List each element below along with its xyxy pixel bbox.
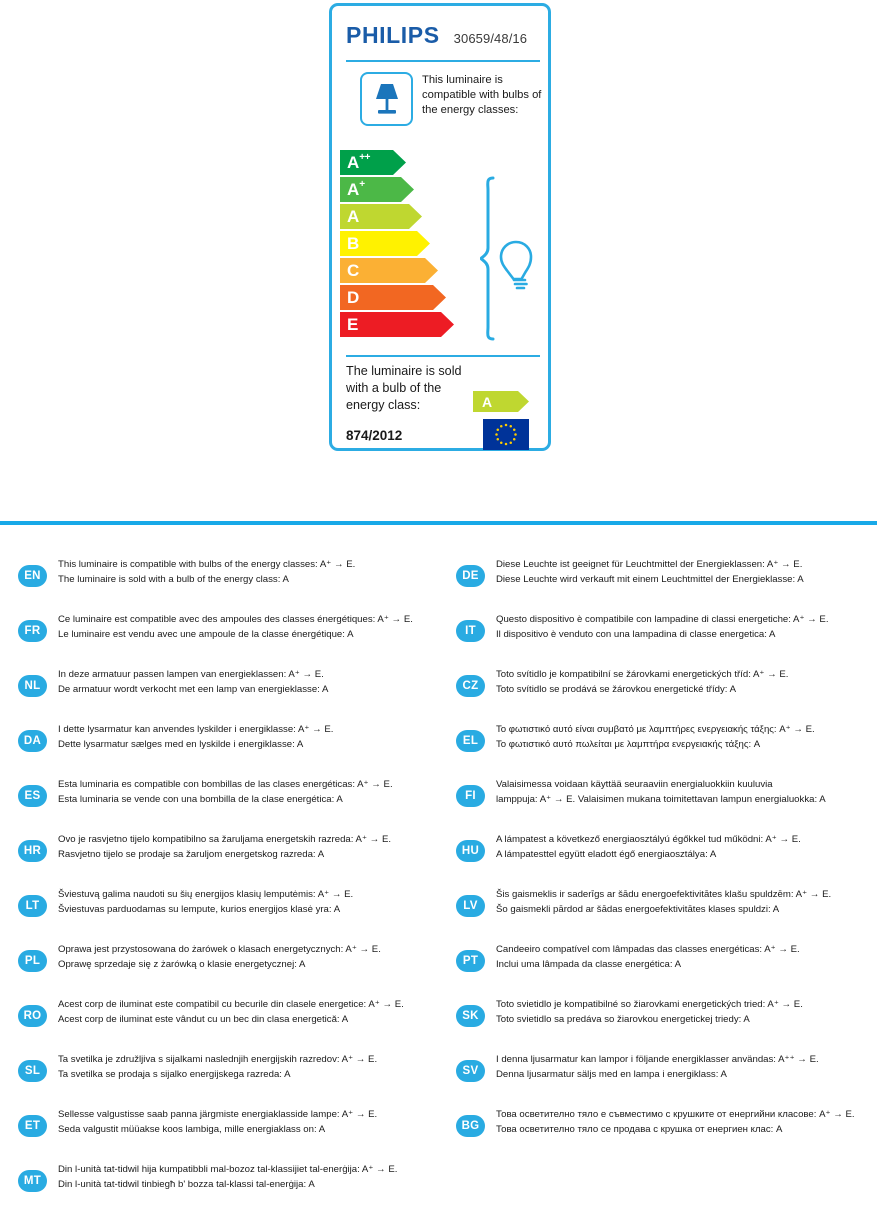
energy-class-label: A + bbox=[347, 179, 365, 199]
language-line-compatible: Šviestuvą galima naudoti su šių energijos klasių lemputėmis: A⁺ → E. bbox=[58, 889, 354, 900]
language-line-compatible: Sellesse valgustisse saab panna järgmiste energiaklasside lampe: A⁺ → E. bbox=[58, 1109, 378, 1120]
language-row bbox=[456, 996, 876, 1051]
energy-class-label: A bbox=[347, 206, 360, 226]
language-line-sold: Acest corp de iluminat este vândut cu un bec din clasa energetică: A bbox=[58, 1013, 349, 1025]
language-text bbox=[58, 1163, 436, 1192]
language-line-sold: The luminaire is sold with a bulb of the energy class: A bbox=[58, 573, 289, 585]
language-code-badge: IT bbox=[456, 620, 485, 642]
sold-class-letter: A bbox=[482, 393, 493, 410]
language-code-badge: PT bbox=[456, 950, 485, 972]
language-line-compatible: Toto svietidlo je kompatibilné so žiarovkami energetických tried: A⁺ → E. bbox=[496, 999, 803, 1010]
energy-class-row bbox=[340, 312, 460, 338]
language-line-compatible: This luminaire is compatible with bulbs of the energy classes: A⁺ → E. bbox=[58, 559, 356, 570]
language-text bbox=[58, 888, 436, 917]
language-row bbox=[456, 611, 876, 666]
language-row bbox=[456, 886, 876, 941]
language-line-compatible: I denna ljusarmatur kan lampor i följande energiklasser användas: A⁺⁺ → E. bbox=[496, 1054, 819, 1065]
language-code-badge: SV bbox=[456, 1060, 485, 1082]
language-row bbox=[18, 556, 438, 611]
language-line-sold: Toto svítidlo se prodává se žárovkou energetické třídy: A bbox=[496, 683, 736, 695]
language-text bbox=[496, 943, 874, 972]
language-line-compatible: I dette lysarmatur kan anvendes lyskilder i energiklasse: A⁺ → E. bbox=[58, 724, 334, 735]
language-line-compatible: Din l-unità tat-tidwil hija kumpatibbli mal-bozoz tal-klassijiet tal-enerġija: A⁺ → E. bbox=[58, 1164, 398, 1175]
language-column-left bbox=[18, 556, 438, 1216]
language-row bbox=[18, 721, 438, 776]
language-code-badge: FR bbox=[18, 620, 47, 642]
energy-class-row bbox=[340, 177, 460, 203]
language-line-compatible: Questo dispositivo è compatibile con lampadine di classi energetiche: A⁺ → E. bbox=[496, 614, 829, 625]
language-line-compatible: A lámpatest a következő energiaosztályú égőkkel tud működni: A⁺ → E. bbox=[496, 834, 801, 845]
language-row bbox=[456, 1106, 876, 1161]
language-line-sold: Rasvjetno tijelo se prodaje sa žaruljom energetskog razreda: A bbox=[58, 848, 325, 860]
language-code-badge: HR bbox=[18, 840, 47, 862]
language-line-compatible: Това осветително тяло е съвместимо с крушките от енергийни класове: A⁺ → E. bbox=[496, 1109, 855, 1120]
energy-class-label: B bbox=[347, 233, 360, 253]
language-row bbox=[456, 666, 876, 721]
language-text bbox=[496, 888, 874, 917]
energy-class-row bbox=[340, 258, 460, 284]
energy-class-scale bbox=[340, 150, 460, 339]
language-code-badge: ET bbox=[18, 1115, 47, 1137]
energy-label-card bbox=[329, 3, 551, 451]
language-line-sold: Ta svetilka se prodaja s sijalko energijskega razreda: A bbox=[58, 1068, 291, 1080]
language-text bbox=[58, 723, 436, 752]
table-lamp-icon bbox=[370, 81, 404, 117]
language-line-sold: De armatuur wordt verkocht met een lamp van energieklasse: A bbox=[58, 683, 329, 695]
language-row bbox=[18, 1051, 438, 1106]
language-line-compatible: Esta luminaria es compatible con bombillas de las clases energéticas: A⁺ → E. bbox=[58, 779, 393, 790]
language-line-sold: Това осветително тяло се продава с крушка от енергиен клас: A bbox=[496, 1123, 783, 1135]
language-line-sold: Šo gaismekli pārdod ar šādas energoefektivitātes klases spuldzi: A bbox=[496, 903, 780, 915]
language-line-sold: Inclui uma lâmpada da classe energética: A bbox=[496, 958, 682, 970]
language-text bbox=[496, 558, 874, 587]
language-code-badge: ES bbox=[18, 785, 47, 807]
language-line-sold: Esta luminaria se vende con una bombilla de la clase energética: A bbox=[58, 793, 343, 805]
compatible-classes-text: This luminaire is compatible with bulbs of the energy classes: bbox=[422, 74, 542, 116]
language-line-compatible: Ovo je rasvjetno tijelo kompatibilno sa žaruljama energetskih razreda: A⁺ → E. bbox=[58, 834, 392, 845]
language-code-badge: EL bbox=[456, 730, 485, 752]
energy-class-label: C bbox=[347, 260, 360, 280]
language-text bbox=[58, 833, 436, 862]
language-line-compatible: Candeeiro compatível com lâmpadas das classes energéticas: A⁺ → E. bbox=[496, 944, 800, 955]
language-line-compatible: In deze armatuur passen lampen van energieklassen: A⁺ → E. bbox=[58, 669, 324, 680]
language-line-sold: Denna ljusarmatur säljs med en lampa i energiklass: A bbox=[496, 1068, 727, 1080]
language-line-sold: Seda valgustit müüakse koos lambiga, mille energiaklass on: A bbox=[58, 1123, 326, 1135]
language-line-sold: Toto svietidlo sa predáva so žiarovkou energetickej triedy: A bbox=[496, 1013, 750, 1025]
brace-bulb-svg bbox=[480, 176, 542, 341]
language-text bbox=[58, 668, 436, 697]
language-row bbox=[18, 1161, 438, 1216]
language-line-compatible: Šis gaismeklis ir saderīgs ar šādu energoefektivitātes klašu spuldzēm: A⁺ → E. bbox=[496, 889, 832, 900]
language-code-badge: LT bbox=[18, 895, 47, 917]
language-line-sold: Το φωτιστικό αυτό πωλείται με λαμπτήρα ενεργειακής τάξης: A bbox=[496, 738, 761, 750]
energy-class-row bbox=[340, 150, 460, 176]
brand-row bbox=[346, 22, 540, 52]
energy-class-label: E bbox=[347, 314, 359, 334]
language-code-badge: PL bbox=[18, 950, 47, 972]
divider-middle bbox=[346, 355, 540, 357]
language-row bbox=[18, 831, 438, 886]
light-bulb-icon bbox=[501, 242, 531, 288]
energy-class-row bbox=[340, 285, 460, 311]
language-text bbox=[58, 613, 436, 642]
sold-class-badge bbox=[473, 391, 529, 412]
language-text bbox=[496, 613, 874, 642]
language-line-compatible: Oprawa jest przystosowana do żarówek o klasach energetycznych: A⁺ → E. bbox=[58, 944, 381, 955]
language-code-badge: SK bbox=[456, 1005, 485, 1027]
brace-and-bulb-graphic bbox=[480, 176, 542, 341]
language-row bbox=[18, 996, 438, 1051]
language-row bbox=[18, 941, 438, 996]
language-line-sold: Oprawę sprzedaje się z żarówką o klasie energetycznej: A bbox=[58, 958, 306, 970]
language-row bbox=[456, 941, 876, 996]
language-row bbox=[18, 1106, 438, 1161]
language-line-sold: Din l-unità tat-tidwil tinbiegħ b' bozza tal-klassi tal-enerġija: A bbox=[58, 1178, 315, 1190]
language-line-compatible: Toto svítidlo je kompatibilní se žárovkami energetických tříd: A⁺ → E. bbox=[496, 669, 789, 680]
product-code: 30659/48/16 bbox=[453, 31, 528, 46]
language-translations bbox=[0, 556, 877, 1196]
language-code-badge: RO bbox=[18, 1005, 47, 1027]
language-text bbox=[496, 778, 874, 807]
language-line-compatible: Ce luminaire est compatible avec des ampoules des classes énergétiques: A⁺ → E. bbox=[58, 614, 413, 625]
regulation-number: 874/2012 bbox=[346, 428, 403, 443]
language-code-badge: DA bbox=[18, 730, 47, 752]
language-row bbox=[456, 1051, 876, 1106]
language-text bbox=[58, 1053, 436, 1082]
language-code-badge: DE bbox=[456, 565, 485, 587]
language-text bbox=[58, 1108, 436, 1137]
energy-class-label: A ++ bbox=[347, 152, 370, 172]
language-line-sold: Diese Leuchte wird verkauft mit einem Leuchtmittel der Energieklasse: A bbox=[496, 573, 804, 585]
language-row bbox=[456, 556, 876, 611]
language-code-badge: EN bbox=[18, 565, 47, 587]
language-text bbox=[496, 1053, 874, 1082]
language-line-sold: Le luminaire est vendu avec une ampoule de la classe énergétique: A bbox=[58, 628, 354, 640]
sold-with-bulb-text: The luminaire is sold with a bulb of the energy class: bbox=[346, 364, 462, 413]
language-code-badge: BG bbox=[456, 1115, 485, 1137]
language-text bbox=[496, 668, 874, 697]
language-row bbox=[18, 611, 438, 666]
language-code-badge: FI bbox=[456, 785, 485, 807]
language-line-sold: A lámpatesttel együtt eladott égő energiaosztálya: A bbox=[496, 848, 717, 860]
language-row bbox=[456, 831, 876, 886]
language-column-right bbox=[456, 556, 876, 1161]
language-text bbox=[58, 778, 436, 807]
language-code-badge: CZ bbox=[456, 675, 485, 697]
language-row bbox=[456, 721, 876, 776]
language-text bbox=[496, 998, 874, 1027]
language-code-badge: NL bbox=[18, 675, 47, 697]
language-line-compatible: Diese Leuchte ist geeignet für Leuchtmittel der Energieklassen: A⁺ → E. bbox=[496, 559, 803, 570]
language-text bbox=[58, 998, 436, 1027]
language-line-compatible: Acest corp de iluminat este compatibil cu becurile din clasele energetice: A⁺ → E. bbox=[58, 999, 404, 1010]
energy-class-label: D bbox=[347, 287, 360, 307]
language-line-sold: Dette lysarmatur sælges med en lyskilde i energiklasse: A bbox=[58, 738, 304, 750]
language-line-sold: Il dispositivo è venduto con una lampadina di classe energetica: A bbox=[496, 628, 776, 640]
language-text bbox=[496, 833, 874, 862]
language-text bbox=[58, 943, 436, 972]
language-code-badge: SL bbox=[18, 1060, 47, 1082]
language-line-sold: Šviestuvas parduodamas su lempute, kurios energijos klasė yra: A bbox=[58, 903, 341, 915]
language-row bbox=[18, 666, 438, 721]
section-divider bbox=[0, 521, 877, 525]
philips-logo: PHILIPS bbox=[346, 22, 440, 48]
language-row bbox=[18, 886, 438, 941]
language-line-compatible: Ta svetilka je združljiva s sijalkami naslednjih energijskih razredov: A⁺ → E. bbox=[58, 1054, 378, 1065]
language-text bbox=[496, 1108, 874, 1137]
language-text bbox=[58, 558, 436, 587]
language-line-sold: lamppuja: A⁺ → E. Valaisimen mukana toimitettavan lampun energialuokka: A bbox=[496, 793, 826, 805]
language-code-badge: HU bbox=[456, 840, 485, 862]
lamp-icon-box bbox=[360, 72, 413, 126]
language-code-badge: MT bbox=[18, 1170, 47, 1192]
language-line-compatible: Το φωτιστικό αυτό είναι συμβατό με λαμπτήρες ενεργειακής τάξης: A⁺ → E. bbox=[496, 724, 815, 735]
language-line-compatible: Valaisimessa voidaan käyttää seuraaviin energialuokkiin kuuluvia bbox=[496, 779, 773, 790]
eu-flag-icon bbox=[483, 419, 529, 450]
energy-class-row bbox=[340, 204, 460, 230]
language-row bbox=[18, 776, 438, 831]
language-row bbox=[456, 776, 876, 831]
divider-top bbox=[346, 60, 540, 62]
language-text bbox=[496, 723, 874, 752]
language-code-badge: LV bbox=[456, 895, 485, 917]
energy-class-row bbox=[340, 231, 460, 257]
